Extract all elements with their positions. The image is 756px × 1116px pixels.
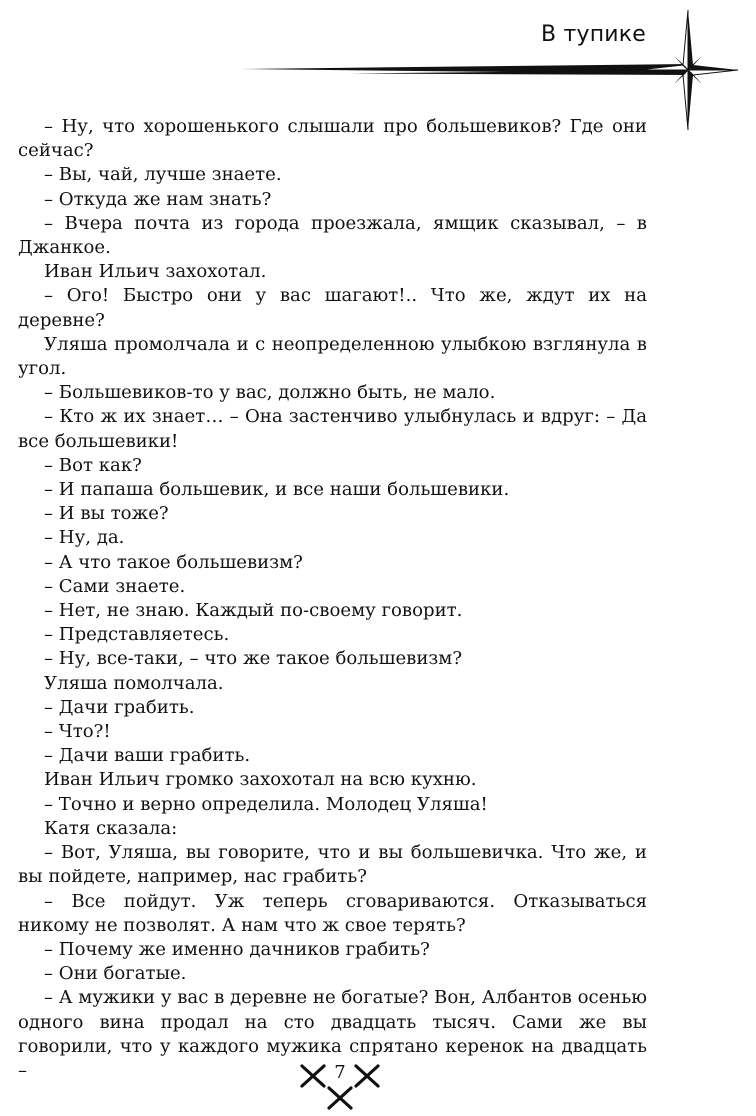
- paragraph: – Ну, все-таки, – что же такое большевизм?: [44, 648, 463, 670]
- paragraph: – Вчера почта из города проезжала, ямщик сказывал, – в Джанкое.: [18, 212, 647, 259]
- paragraph: – Дачи ваши грабить.: [44, 745, 251, 767]
- paragraph: Иван Ильич громко захохотал на всю кухню.: [44, 769, 477, 791]
- paragraph: – Почему же именно дачников грабить?: [44, 938, 430, 960]
- paragraph: – Кто ж их знает… – Она застенчиво улыбнулась и вдруг: – Да все большевики!: [18, 406, 647, 452]
- paragraph: – Точно и верно определила. Молодец Уляша!: [44, 793, 488, 815]
- paragraph: – Они богатые.: [44, 963, 187, 985]
- paragraph: Иван Ильич захохотал.: [44, 261, 267, 283]
- paragraph: – Нет, не знаю. Каждый по-своему говорит.: [44, 600, 463, 622]
- paragraph: – Откуда же нам знать?: [44, 188, 272, 210]
- paragraph: – И папаша большевик, и все наши большевики.: [44, 479, 510, 501]
- paragraph: – Вот как?: [44, 454, 142, 476]
- page-number: 7: [334, 1062, 346, 1083]
- paragraph: Уляша промолчала и с неопределенною улыбкою взглянула в угол.: [18, 333, 647, 380]
- paragraph: – А что такое большевизм?: [44, 551, 303, 573]
- page-footer: [290, 1054, 390, 1110]
- main-text: [18, 115, 647, 1083]
- paragraph: – Ну, да.: [44, 527, 125, 549]
- paragraph: – Сами знаете.: [44, 575, 186, 597]
- paragraph: – Вот, Уляша, вы говорите, что и вы большевичка. Что же, и вы пойдете, например, нас грабить?: [18, 842, 647, 888]
- paragraph: Уляша помолчала.: [44, 672, 224, 694]
- paragraph: – Все пойдут. Уж теперь сговариваются. Отказываться никому не позволят. А нам что ж свое терять?: [18, 890, 647, 936]
- running-title: В тупике: [540, 22, 646, 47]
- paragraph: – Ого! Быстро они у вас шагают!.. Что же, ждут их на деревне?: [18, 285, 647, 331]
- paragraph: – Вы, чай, лучше знаете.: [44, 164, 282, 186]
- paragraph: – А мужики у вас в деревне не богатые? Вон, Албантов осенью одного вина продал на сто двадцать тысяч. Сами же вы говорили, что у каждого мужика спрятано керенок на двадцать –: [18, 987, 647, 1081]
- paragraph: – Большевиков-то у вас, должно быть, не мало.: [44, 382, 496, 404]
- paragraph: – Ну, что хорошенького слышали про большевиков? Где они сейчас?: [18, 116, 647, 162]
- paragraph: Катя сказала:: [44, 817, 178, 839]
- paragraph: – Что?!: [44, 721, 111, 743]
- paragraph: – Дачи грабить.: [44, 696, 195, 718]
- paragraph: – И вы тоже?: [44, 503, 169, 525]
- paragraph: – Представляетесь.: [44, 624, 230, 646]
